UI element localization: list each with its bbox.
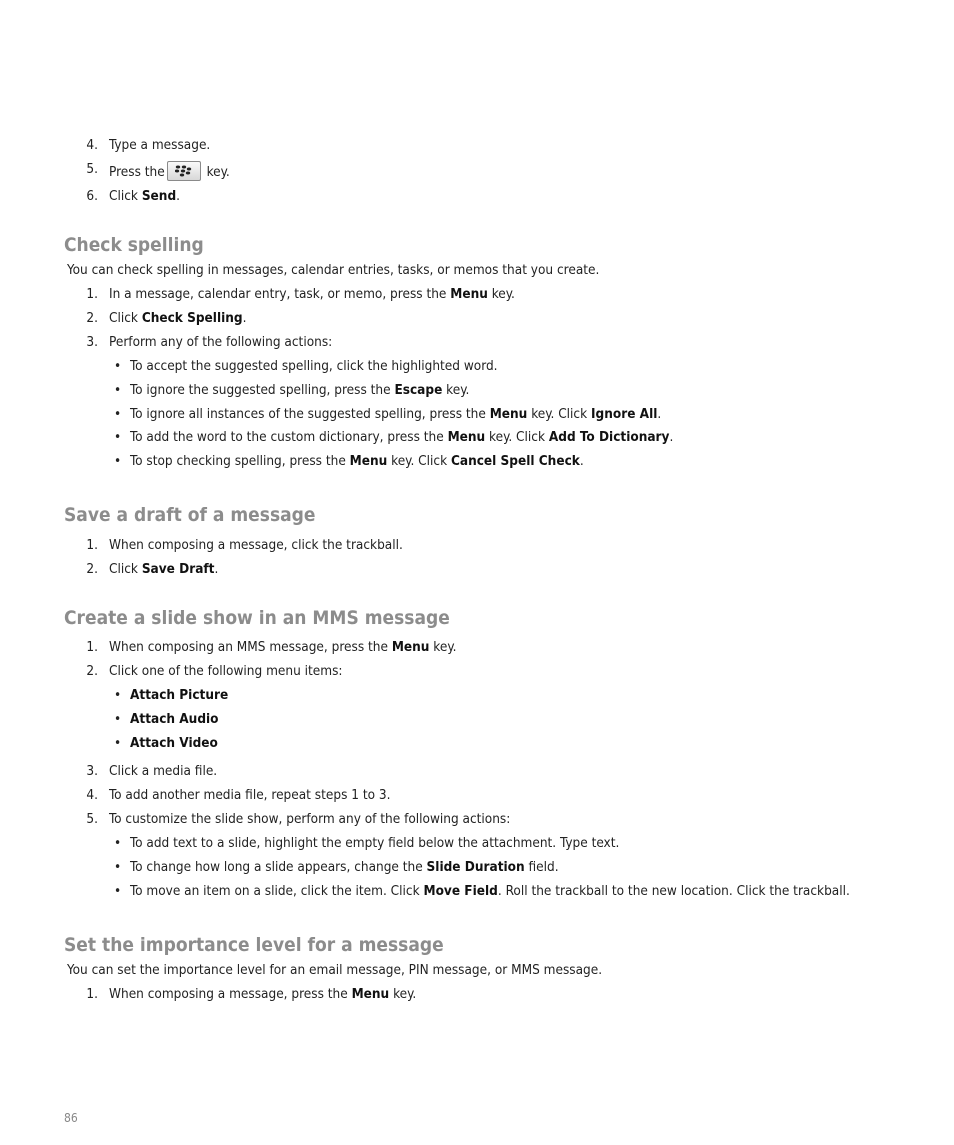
step-text: To add another media file, repeat steps 1 to 3. (109, 787, 391, 803)
step-text: When composing a message, press the Menu key. (109, 986, 417, 1002)
bullet-text: To ignore all instances of the suggested spelling, press the Menu key. Click Ignore All. (130, 406, 662, 422)
step-text: Click Check Spelling. (109, 310, 247, 326)
blackberry-menu-key-icon (167, 161, 201, 181)
section-heading-importance: Set the importance level for a message (64, 934, 444, 956)
bullet: • (114, 859, 122, 875)
bullet-text: To accept the suggested spelling, click the highlighted word. (130, 358, 498, 374)
bullet-text: To move an item on a slide, click the item. Click Move Field. Roll the trackball to the new location. Click the trackball. (130, 883, 850, 899)
bullet: • (114, 382, 122, 398)
bullet: • (114, 687, 122, 703)
page-number: 86 (64, 1111, 78, 1125)
step-number: 3. (86, 763, 98, 779)
step-number: 1. (86, 286, 98, 302)
bullet: • (114, 835, 122, 851)
step-text: To customize the slide show, perform any of the following actions: (109, 811, 511, 827)
step-number: 2. (86, 561, 98, 577)
step-text: When composing an MMS message, press the Menu key. (109, 639, 457, 655)
bullet: • (114, 406, 122, 422)
step-text: Click one of the following menu items: (109, 663, 343, 679)
step-number: 5. (86, 161, 98, 177)
step-text: Perform any of the following actions: (109, 334, 333, 350)
step-text: Type a message. (109, 137, 211, 153)
step-text: When composing a message, click the trackball. (109, 537, 403, 553)
bullet-text: To stop checking spelling, press the Menu key. Click Cancel Spell Check. (130, 453, 584, 469)
section-intro: You can check spelling in messages, calendar entries, tasks, or memos that you create. (67, 262, 600, 278)
step-text: In a message, calendar entry, task, or memo, press the Menu key. (109, 286, 515, 302)
step-text-after: key. (206, 164, 230, 180)
bullet-text: To add text to a slide, highlight the empty field below the attachment. Type text. (130, 835, 620, 851)
step-text: Click Send. (109, 188, 181, 204)
bullet: • (114, 883, 122, 899)
step-number: 5. (86, 811, 98, 827)
bullet-text: To add the word to the custom dictionary, press the Menu key. Click Add To Dictionary. (130, 429, 674, 445)
bullet: • (114, 358, 122, 374)
section-heading-slide-show: Create a slide show in an MMS message (64, 607, 450, 629)
step-text (109, 161, 230, 181)
step-number: 6. (86, 188, 98, 204)
menu-item-label: Attach Audio (130, 711, 219, 727)
menu-item-label: Attach Video (130, 735, 218, 751)
bullet: • (114, 453, 122, 469)
step-number: 1. (86, 537, 98, 553)
step-text: Click Save Draft. (109, 561, 219, 577)
section-intro: You can set the importance level for an email message, PIN message, or MMS message. (67, 962, 603, 978)
menu-item-label: Attach Picture (130, 687, 229, 703)
step-number: 2. (86, 663, 98, 679)
bullet: • (114, 735, 122, 751)
bullet-text: To change how long a slide appears, change the Slide Duration field. (130, 859, 559, 875)
step-text-before: Press the (109, 164, 165, 180)
section-heading-check-spelling: Check spelling (64, 234, 204, 256)
step-number: 1. (86, 986, 98, 1002)
step-number: 4. (86, 137, 98, 153)
step-number: 1. (86, 639, 98, 655)
bullet: • (114, 429, 122, 445)
step-number: 3. (86, 334, 98, 350)
step-number: 4. (86, 787, 98, 803)
bullet: • (114, 711, 122, 727)
section-heading-save-draft: Save a draft of a message (64, 504, 316, 526)
step-number: 2. (86, 310, 98, 326)
step-text: Click a media file. (109, 763, 218, 779)
bullet-text: To ignore the suggested spelling, press the Escape key. (130, 382, 470, 398)
